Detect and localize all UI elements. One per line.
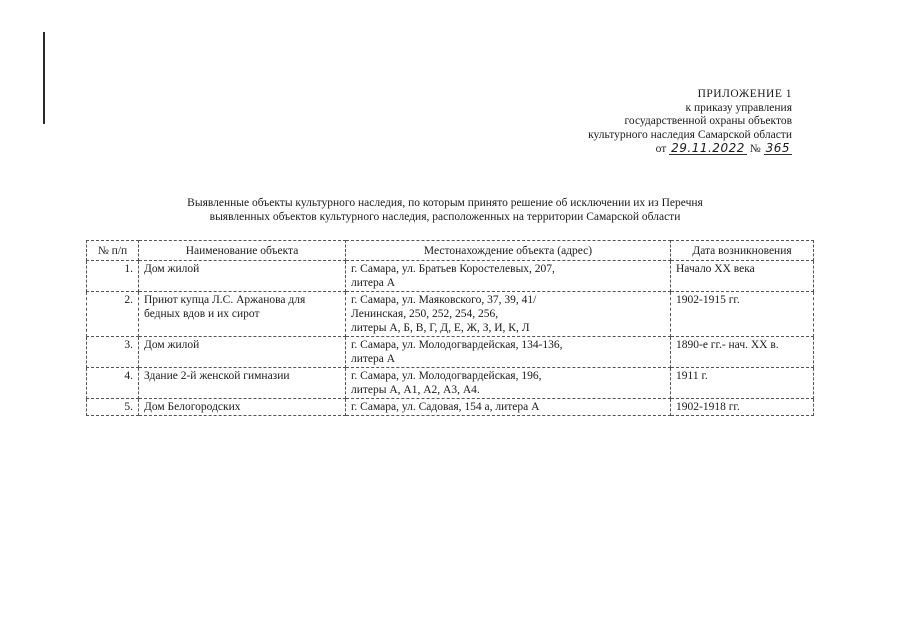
cell-name: Дом жилой (139, 261, 346, 292)
header-date: Дата возникновения (671, 241, 814, 261)
table-row (87, 261, 814, 292)
address-line: г. Самара, ул. Братьев Коростелевых, 207, (351, 263, 555, 275)
header-name: Наименование объекта (139, 241, 346, 261)
table-header-row (87, 241, 814, 261)
address-line: г. Самара, ул. Молодогвардейская, 134-136, (351, 339, 563, 351)
cell-name: Дом жилой (139, 337, 346, 368)
appendix-line-2: государственной охраны объектов (624, 115, 792, 127)
appendix-header (492, 88, 792, 157)
table-row (87, 337, 814, 368)
cell-num: 4. (87, 368, 139, 399)
cell-address (346, 399, 671, 416)
appendix-line-3: культурного наследия Самарской области (588, 128, 792, 141)
cell-date: 1890-е гг.- нач. XX в. (671, 337, 814, 368)
address-line: г. Самара, ул. Садовая, 154 а, литера А (351, 401, 540, 413)
cell-address (346, 368, 671, 399)
cell-address (346, 292, 671, 337)
header-address: Местонахождение объекта (адрес) (346, 241, 671, 261)
header-num: № п/п (87, 241, 139, 261)
address-line: г. Самара, ул. Молодогвардейская, 196, (351, 370, 542, 382)
cell-date: 1902-1915 гг. (671, 292, 814, 337)
table-body (87, 261, 814, 416)
address-line: литеры А, Б, В, Г, Д, Е, Ж, З, И, К, Л (351, 322, 530, 334)
table-row (87, 292, 814, 337)
order-date-number-line (492, 142, 792, 157)
document-title-line-2: выявленных объектов культурного наследия, расположенных на территории Самарской области (209, 210, 681, 223)
cell-date: 1902-1918 гг. (671, 399, 814, 416)
objects-table (86, 240, 814, 416)
margin-line (43, 32, 45, 124)
cell-date: 1911 г. (671, 368, 814, 399)
number-prefix: № (749, 143, 761, 155)
cell-date: Начало XX века (671, 261, 814, 292)
address-line: литеры А, А1, А2, А3, А4. (351, 384, 480, 396)
from-prefix: от (655, 143, 667, 155)
cell-num: 2. (87, 292, 139, 337)
cell-name: Дом Белогородских (139, 399, 346, 416)
cell-address (346, 337, 671, 368)
address-line: литера А (351, 353, 396, 365)
cell-num: 5. (87, 399, 139, 416)
handwritten-date: 29.11.2022 (671, 141, 745, 155)
cell-name: Здание 2-й женской гимназии (139, 368, 346, 399)
address-line: литера А (351, 277, 396, 289)
document-title-line-1: Выявленные объекты культурного наследия, по которым принято решение об исключении их из Перечня (187, 197, 703, 209)
handwritten-number: 365 (765, 141, 790, 155)
cell-address (346, 261, 671, 292)
cell-name: Приют купца Л.С. Аржанова для бедных вдов и их сирот (139, 292, 346, 337)
appendix-line-1: к приказу управления (685, 101, 792, 114)
appendix-heading: ПРИЛОЖЕНИЕ 1 (697, 88, 792, 100)
cell-num: 3. (87, 337, 139, 368)
address-line: г. Самара, ул. Маяковского, 37, 39, 41/ (351, 294, 537, 306)
cell-num: 1. (87, 261, 139, 292)
table-row (87, 399, 814, 416)
address-line: Ленинская, 250, 252, 254, 256, (351, 308, 499, 320)
document-title (95, 197, 795, 224)
table-row (87, 368, 814, 399)
